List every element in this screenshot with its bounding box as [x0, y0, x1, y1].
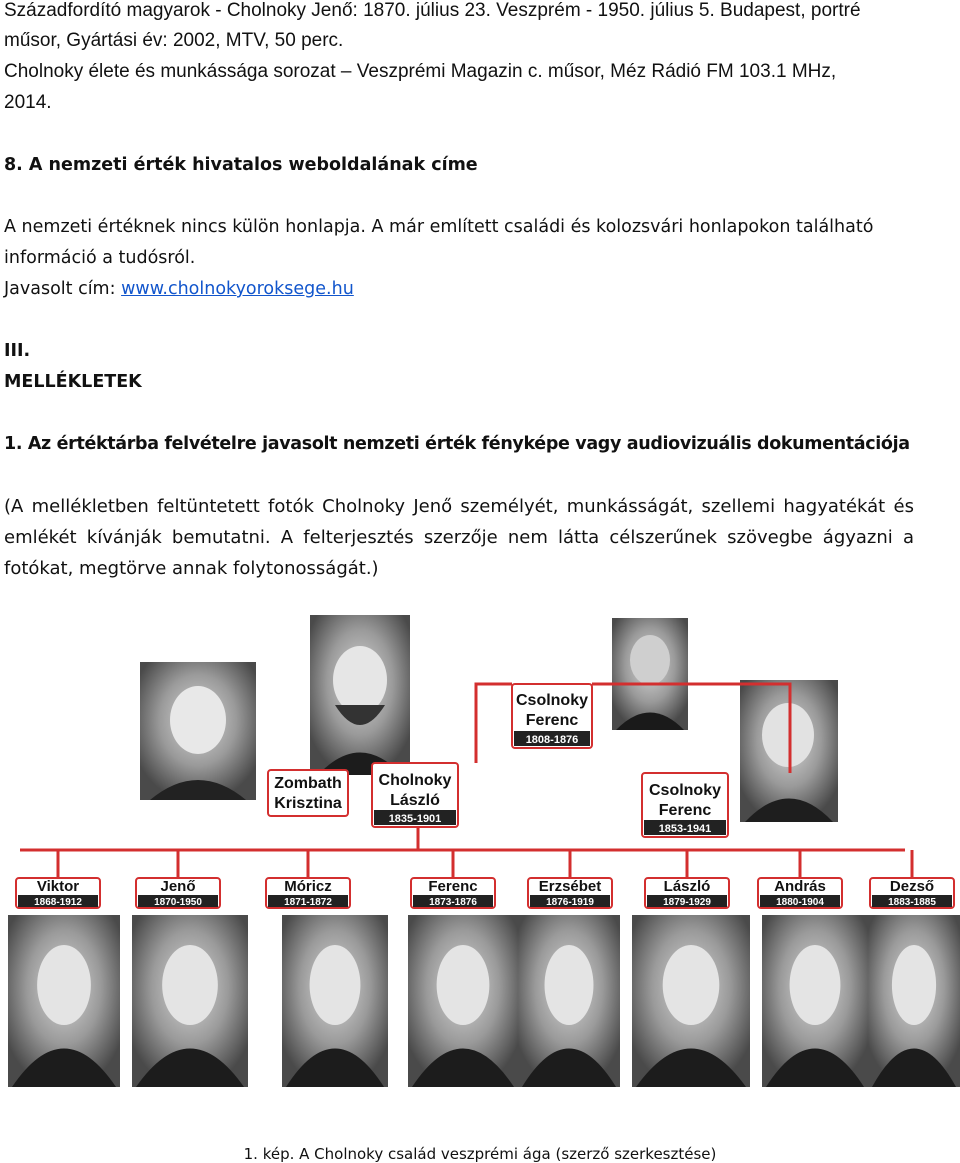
child-portrait-2 — [132, 915, 248, 1087]
header-line-1: Századfordító magyarok - Cholnoky Jenő: 1870. július 23. Veszprém - 1950. július 5. Budapest, portré — [4, 0, 861, 21]
child-years-1: 1868-1912 — [34, 897, 82, 908]
child-years-7: 1880-1904 — [776, 897, 824, 908]
child-portrait-6 — [632, 915, 750, 1087]
mother-name1: Zombath — [274, 775, 342, 792]
child-box-2 — [136, 878, 220, 908]
uncle-name2: Ferenc — [658, 802, 712, 819]
family-tree-figure — [0, 610, 960, 1110]
grandfather-name2: Ferenc — [525, 712, 579, 729]
child-years-2: 1870-1950 — [154, 897, 202, 908]
father-years: 1835-1901 — [388, 813, 442, 825]
box-grandfather — [512, 684, 592, 748]
child-years-3: 1871-1872 — [284, 897, 332, 908]
child-box-5 — [528, 878, 612, 908]
children-row — [8, 878, 960, 1087]
child-portrait-5 — [518, 915, 620, 1087]
box-father — [372, 763, 458, 827]
father-name2: László — [390, 792, 440, 809]
grandfather-name1: Csolnoky — [515, 692, 589, 709]
portrait-csolnoky-ferenc-1808 — [612, 618, 688, 730]
child-box-8 — [870, 878, 954, 908]
subsection-1-heading: 1. Az értéktárba felvételre javasolt nemzeti érték fényképe vagy audiovizuális dokumentációja — [4, 434, 910, 454]
portrait-cholnoky-laszlo — [310, 615, 410, 775]
header-line-3: Cholnoky élete és munkássága sorozat – Veszprémi Magazin c. műsor, Méz Rádió FM 103.1 MHz, — [4, 61, 837, 82]
mother-name2: Krisztina — [274, 795, 342, 812]
suggested-link[interactable]: www.cholnokyoroksege.hu — [121, 279, 354, 299]
box-uncle — [642, 773, 728, 837]
child-name-8: Dezső — [889, 878, 935, 895]
child-years-5: 1876-1919 — [546, 897, 594, 908]
child-name-2: Jenő — [160, 878, 196, 895]
subsection-1-paragraph: (A mellékletben feltüntetett fotók Cholnoky Jenő személyét, munkásságát, szellemi hagyatékát és emlékét kívánják bemutatni. A felterjesztés szerzője nem látta célszerűnek szövegbe ágyazni a fotókat, megtörve annak folytonosságát.) — [4, 496, 914, 579]
child-portrait-7 — [762, 915, 868, 1087]
child-name-1: Viktor — [36, 878, 80, 895]
section-8-para-line-2: információ a tudósról. — [4, 248, 196, 268]
child-name-5: Erzsébet — [538, 878, 602, 895]
portrait-zombath — [140, 662, 256, 800]
section-8-heading: 8. A nemzeti érték hivatalos weboldalának címe — [4, 155, 478, 175]
child-years-8: 1883-1885 — [888, 897, 936, 908]
child-portrait-8 — [868, 915, 960, 1087]
child-name-6: László — [663, 878, 711, 895]
child-box-3 — [266, 878, 350, 908]
section-8-para-line-1: A nemzeti értéknek nincs külön honlapja. A már említett családi és kolozsvári honlapokon található — [4, 217, 874, 237]
grandfather-years: 1808-1876 — [525, 734, 579, 746]
section-title: MELLÉKLETEK — [4, 372, 142, 392]
child-box-4 — [411, 878, 495, 908]
child-portrait-1 — [8, 915, 120, 1087]
header-line-2: műsor, Gyártási év: 2002, MTV, 50 perc. — [4, 30, 344, 51]
child-box-1 — [16, 878, 100, 908]
child-name-3: Móricz — [284, 878, 332, 895]
child-portrait-4 — [408, 915, 518, 1087]
child-box-6 — [645, 878, 729, 908]
father-name1: Cholnoky — [378, 772, 452, 789]
suggested-address — [4, 274, 914, 305]
box-mother — [268, 770, 348, 816]
child-years-6: 1879-1929 — [663, 897, 711, 908]
uncle-name1: Csolnoky — [648, 782, 722, 799]
section-roman: III. — [4, 341, 31, 361]
child-years-4: 1873-1876 — [429, 897, 477, 908]
child-name-4: Ferenc — [428, 878, 478, 895]
suggested-label: Javasolt cím: — [4, 279, 122, 299]
child-portrait-3 — [282, 915, 388, 1087]
uncle-years: 1853-1941 — [658, 823, 712, 835]
child-name-7: András — [774, 878, 826, 895]
figure-caption: 1. kép. A Cholnoky család veszprémi ága (szerző szerkesztése) — [243, 1145, 717, 1163]
header-line-4: 2014. — [4, 92, 52, 113]
child-box-7 — [758, 878, 842, 908]
